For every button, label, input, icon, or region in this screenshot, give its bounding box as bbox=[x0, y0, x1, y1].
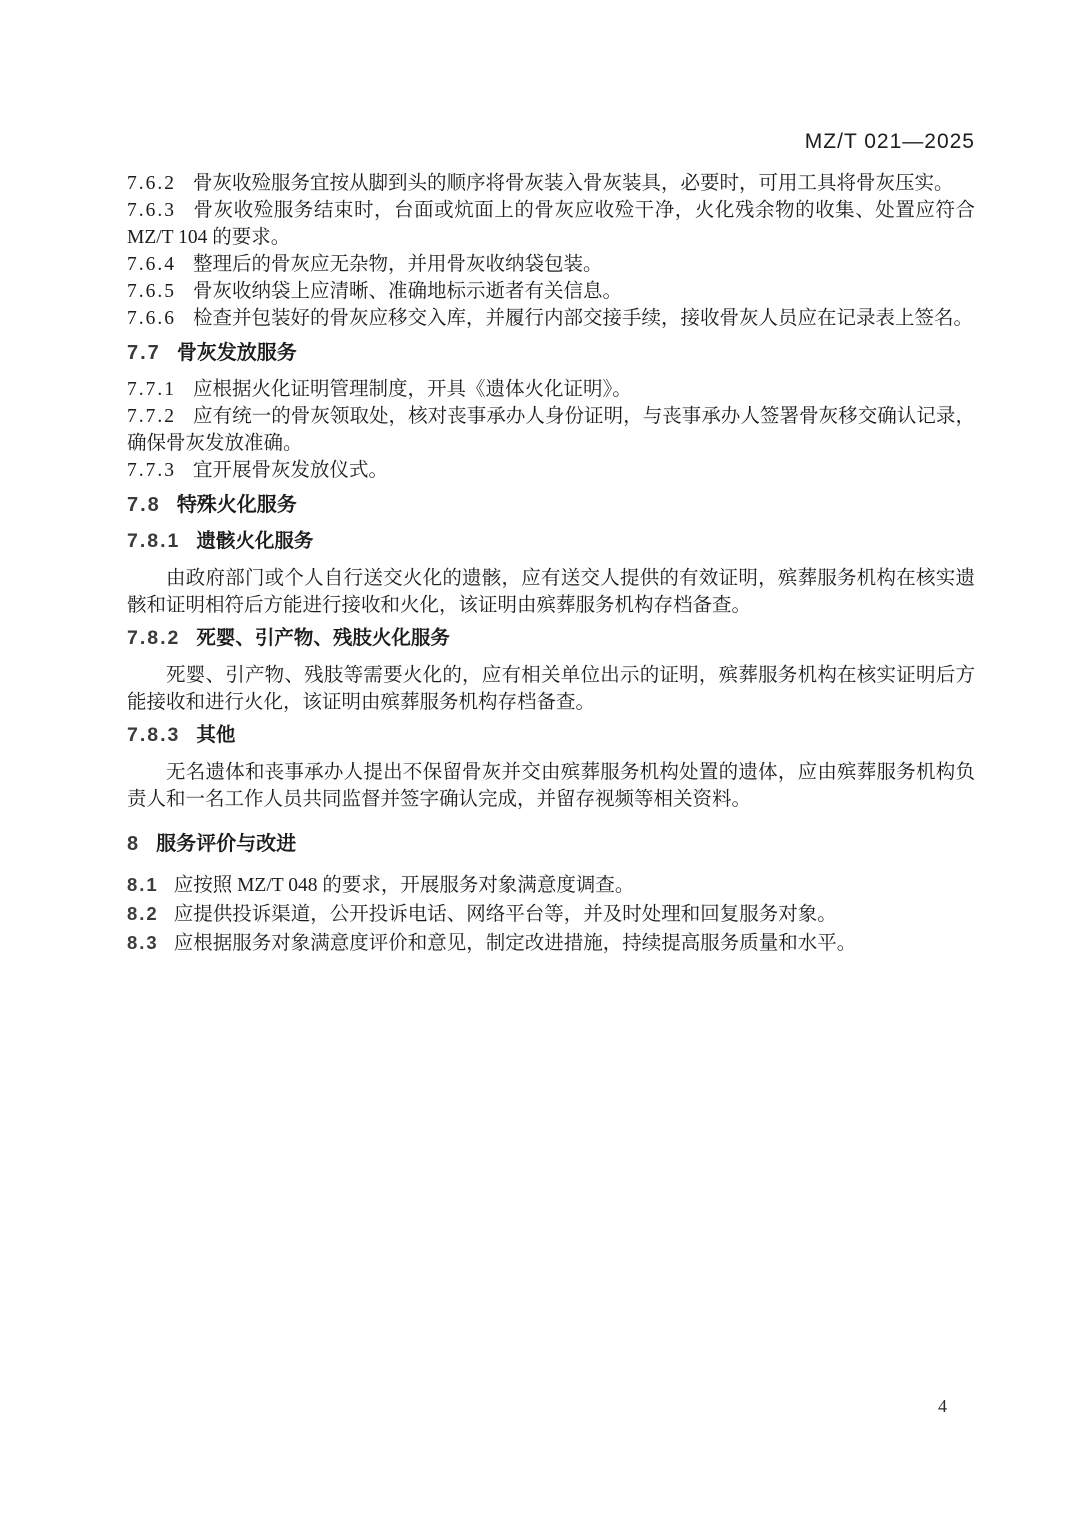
clause-8-1 bbox=[127, 871, 975, 900]
clause-text: 应提供投诉渠道，公开投诉电话、网络平台等，并及时处理和回复服务对象。 bbox=[173, 904, 837, 925]
page-number: 4 bbox=[938, 1396, 947, 1416]
clause-7-6-5 bbox=[127, 278, 975, 305]
clause-8-2 bbox=[127, 900, 975, 929]
clause-text: 应按照 MZ/T 048 的要求，开展服务对象满意度调查。 bbox=[173, 875, 635, 896]
clause-number: 8.3 bbox=[127, 932, 159, 953]
subsection-number: 7.8.3 bbox=[127, 724, 181, 746]
clause-7-6-4 bbox=[127, 251, 975, 278]
clause-number: 7.7.2 bbox=[127, 406, 176, 427]
clause-text: 检查并包装好的骨灰应移交入库，并履行内部交接手续，接收骨灰人员应在记录表上签名。 bbox=[193, 308, 974, 329]
clause-number: 7.7.1 bbox=[127, 379, 176, 400]
section-number: 7.7 bbox=[127, 342, 161, 364]
clause-text: 骨灰收纳袋上应清晰、准确地标示逝者有关信息。 bbox=[193, 281, 623, 302]
clause-text: 应根据火化证明管理制度，开具《遗体火化证明》。 bbox=[193, 379, 632, 400]
clause-text: 骨灰收殓服务结束时，台面或炕面上的骨灰应收殓干净，火化残余物的收集、处置应符合 MZ/T 104 的要求。 bbox=[127, 200, 975, 248]
section-title: 骨灰发放服务 bbox=[176, 342, 297, 364]
clause-7-6-2 bbox=[127, 170, 975, 197]
section-title: 特殊火化服务 bbox=[176, 494, 297, 516]
subsection-title: 死婴、引产物、残肢火化服务 bbox=[196, 627, 450, 649]
doc-code-header: MZ/T 021—2025 bbox=[804, 130, 975, 153]
subsection-title: 其他 bbox=[196, 724, 236, 746]
clause-text: 应根据服务对象满意度评价和意见，制定改进措施，持续提高服务质量和水平。 bbox=[173, 933, 857, 954]
clause-text: 骨灰收殓服务宜按从脚到头的顺序将骨灰装入骨灰装具，必要时，可用工具将骨灰压实。 bbox=[193, 173, 954, 194]
clause-text: 整理后的骨灰应无杂物，并用骨灰收纳袋包装。 bbox=[193, 254, 603, 275]
clause-7-7-2 bbox=[127, 403, 975, 457]
section-heading-8 bbox=[127, 831, 975, 858]
document-body bbox=[127, 170, 975, 958]
section-number: 8 bbox=[127, 833, 141, 855]
subsection-title: 遗骸火化服务 bbox=[196, 530, 314, 552]
subsection-heading-7-8-2 bbox=[127, 625, 975, 652]
clause-text: 应有统一的骨灰领取处，核对丧事承办人身份证明，与丧事承办人签署骨灰移交确认记录，确保骨灰发放准确。 bbox=[127, 406, 975, 454]
clause-7-6-3 bbox=[127, 197, 975, 251]
clause-7-7-1 bbox=[127, 376, 975, 403]
section-number: 7.8 bbox=[127, 494, 161, 516]
paragraph-7-8-3: 无名遗体和丧事承办人提出不保留骨灰并交由殡葬服务机构处置的遗体，应由殡葬服务机构负责人和一名工作人员共同监督并签字确认完成，并留存视频等相关资料。 bbox=[127, 762, 975, 810]
clause-number: 8.2 bbox=[127, 903, 159, 924]
clause-7-6-6 bbox=[127, 305, 975, 332]
paragraph-7-8-2: 死婴、引产物、残肢等需要火化的，应有相关单位出示的证明，殡葬服务机构在核实证明后方能接收和进行火化，该证明由殡葬服务机构存档备查。 bbox=[127, 665, 975, 713]
clause-8-3 bbox=[127, 929, 975, 958]
clause-number: 7.6.2 bbox=[127, 173, 176, 194]
subsection-heading-7-8-1 bbox=[127, 528, 975, 555]
section-heading-7-7 bbox=[127, 340, 975, 367]
clause-text: 宜开展骨灰发放仪式。 bbox=[193, 460, 389, 481]
clause-7-7-3 bbox=[127, 457, 975, 484]
section-8 bbox=[127, 831, 975, 958]
clause-number: 7.6.6 bbox=[127, 308, 176, 329]
clause-number: 8.1 bbox=[127, 874, 159, 895]
subsection-number: 7.8.2 bbox=[127, 627, 181, 649]
clause-number: 7.6.5 bbox=[127, 281, 176, 302]
clause-number: 7.6.4 bbox=[127, 254, 176, 275]
section-title: 服务评价与改进 bbox=[156, 833, 297, 855]
section-heading-7-8 bbox=[127, 492, 975, 519]
clause-number: 7.6.3 bbox=[127, 200, 176, 221]
subsection-number: 7.8.1 bbox=[127, 530, 181, 552]
subsection-heading-7-8-3 bbox=[127, 722, 975, 749]
clause-number: 7.7.3 bbox=[127, 460, 176, 481]
paragraph-7-8-1: 由政府部门或个人自行送交火化的遗骸，应有送交人提供的有效证明，殡葬服务机构在核实遗骸和证明相符后方能进行接收和火化，该证明由殡葬服务机构存档备查。 bbox=[127, 568, 975, 616]
